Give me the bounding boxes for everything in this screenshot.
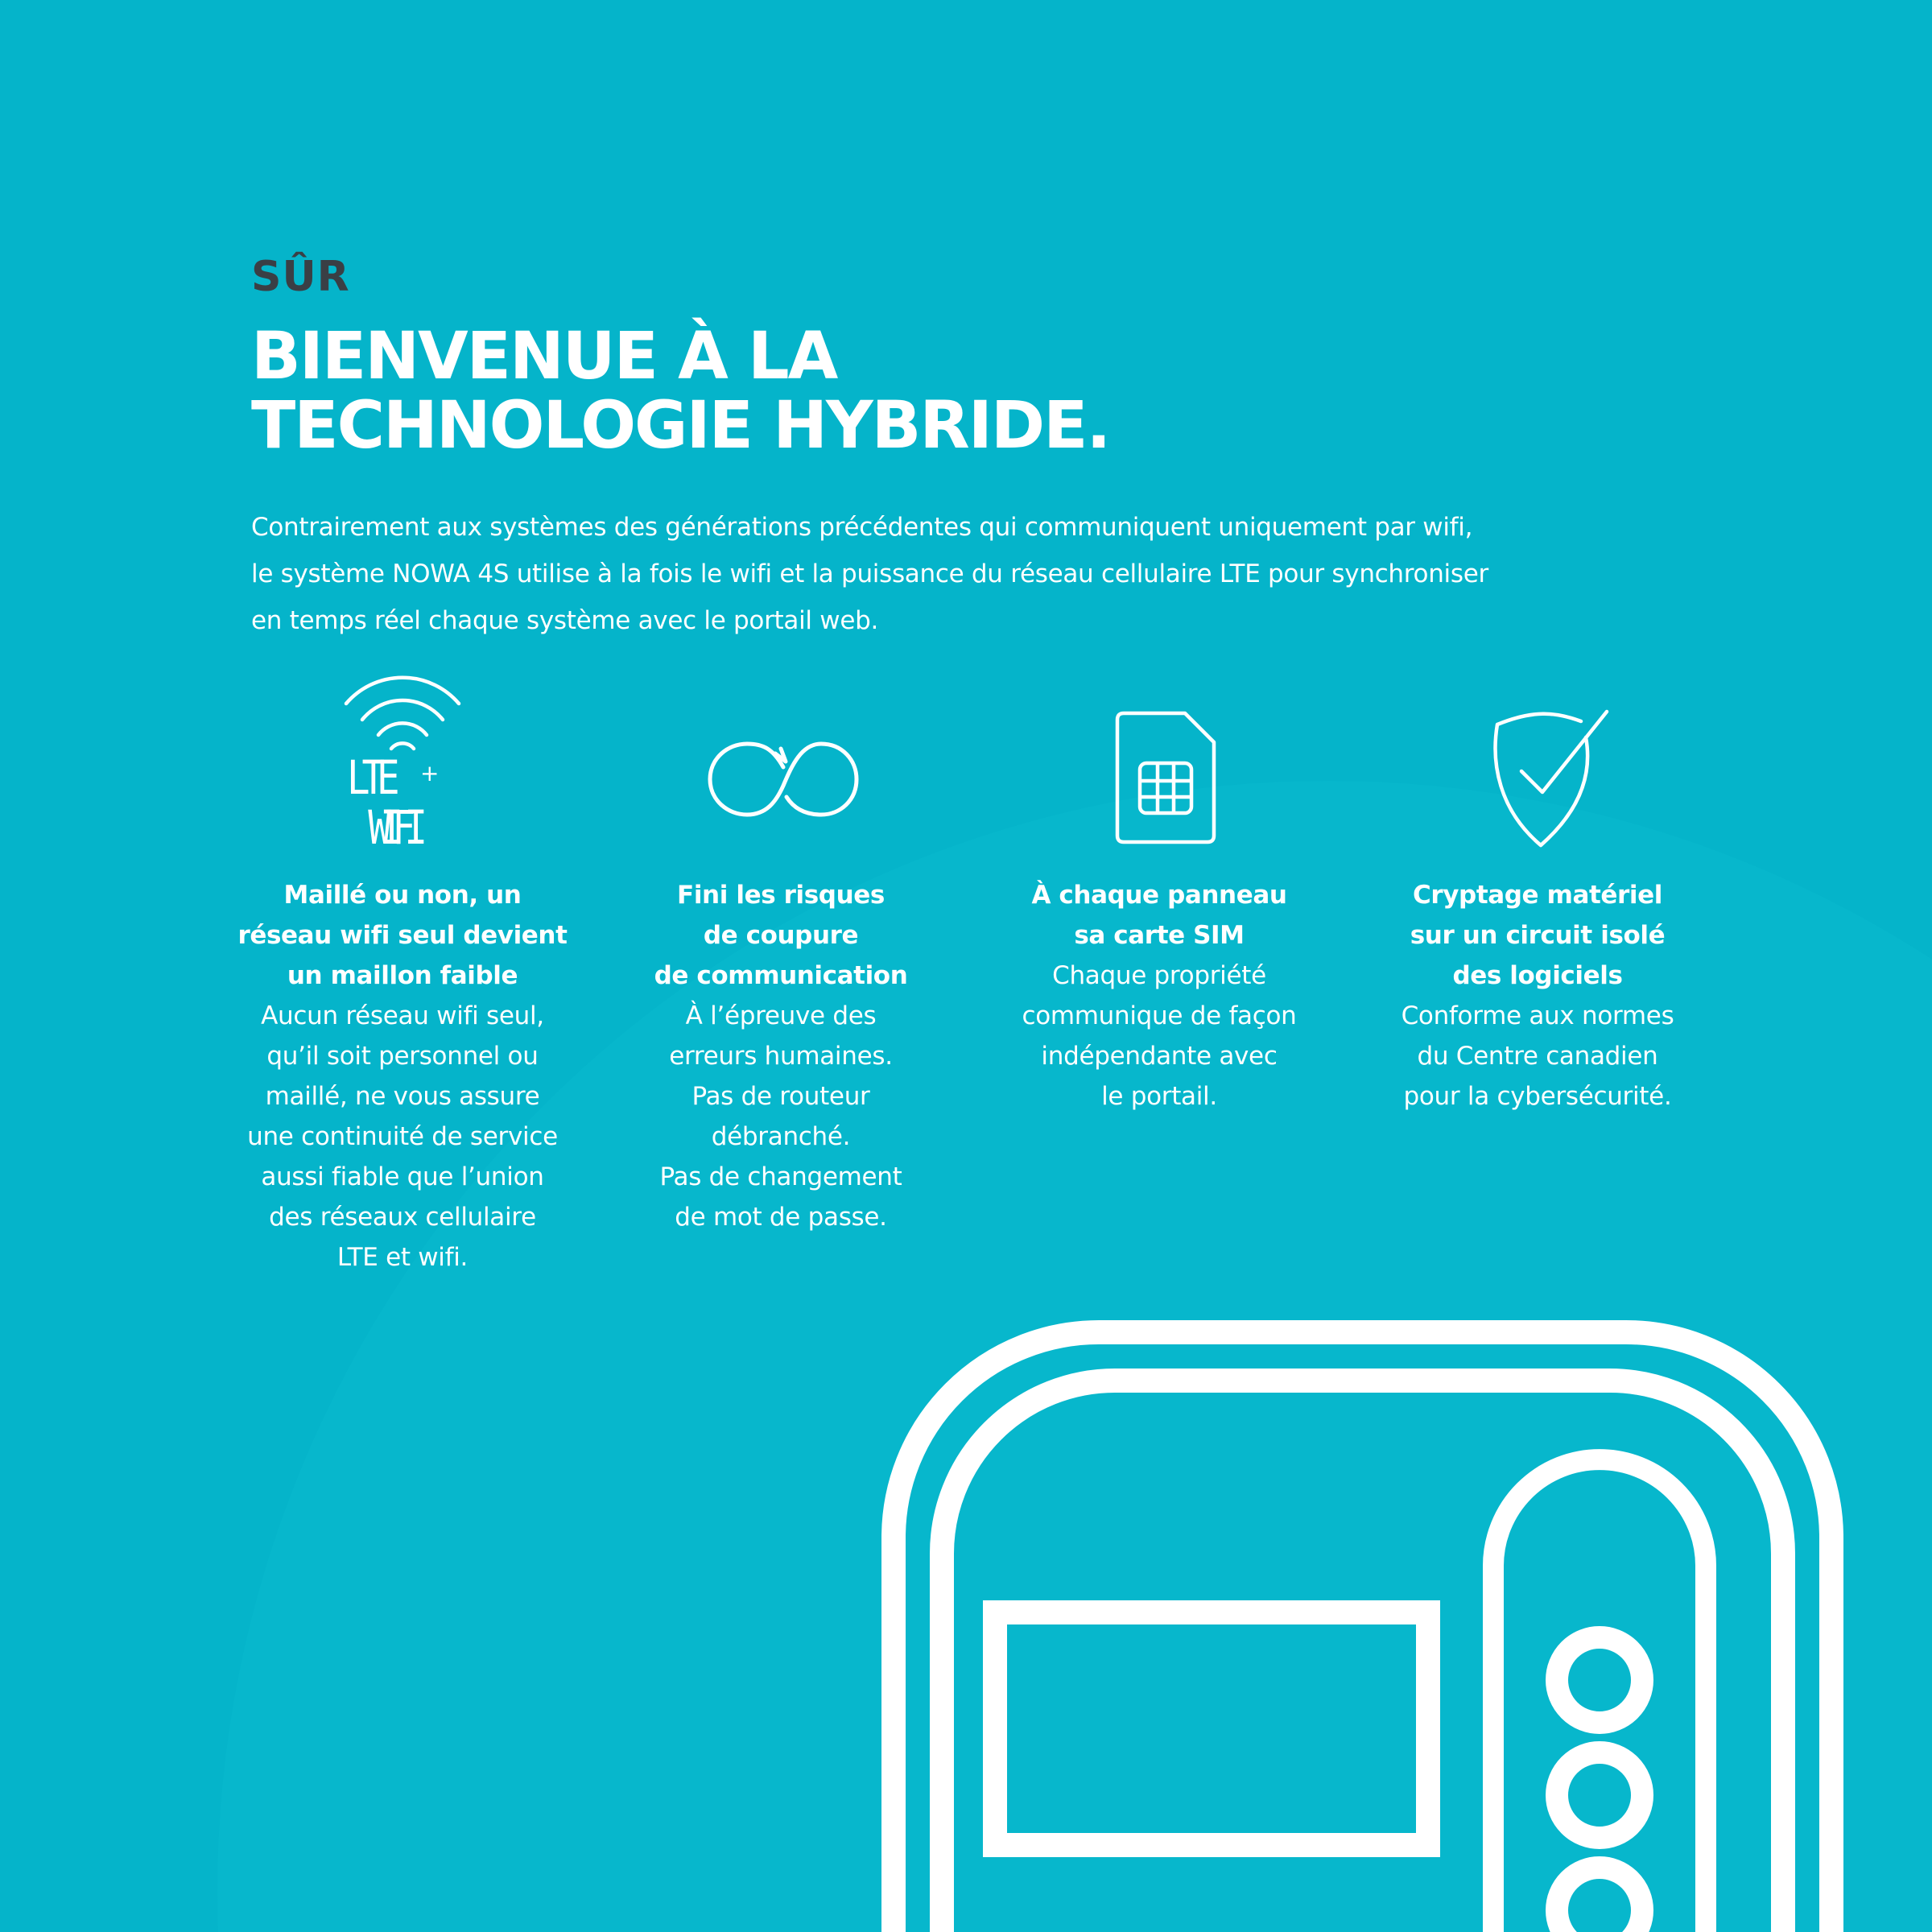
sim-card-icon bbox=[1071, 668, 1248, 853]
feature-body: Aucun réseau wifi seul, qu’il soit personnel ou maillé, ne vous assure une continuité de service aussi fiable que l’union des réseaux cellulaire LTE et wifi. bbox=[247, 1001, 558, 1272]
lte-label: LTE bbox=[347, 750, 400, 806]
feature-body: À l’épreuve des erreurs humaines. Pas de routeur débranché. Pas de changement de mot de passe. bbox=[659, 1001, 902, 1232]
intro-line: en temps réel chaque système avec le portail web. bbox=[251, 606, 879, 635]
intro-line: le système NOWA 4S utilise à la fois le wifi et la puissance du réseau cellulaire LTE pour synchroniser bbox=[251, 559, 1488, 588]
shield-check-icon bbox=[1449, 668, 1626, 853]
feature-heading: Fini les risques de coupure de communication bbox=[654, 881, 908, 990]
feature-body: Chaque propriété communique de façon indépendante avec le portail. bbox=[1022, 961, 1297, 1111]
title-line: BIENVENUE À LA bbox=[251, 319, 837, 394]
wifi-label: WIFI bbox=[368, 800, 428, 853]
feature-sim-card bbox=[990, 668, 1328, 1117]
section-eyebrow: SÛR bbox=[251, 253, 350, 301]
feature-grid bbox=[233, 668, 1763, 1312]
feature-no-disconnect bbox=[612, 668, 950, 1237]
plus-label: + bbox=[420, 760, 440, 786]
lte-wifi-icon bbox=[314, 668, 491, 853]
feature-heading: À chaque panneau sa carte SIM bbox=[1031, 881, 1287, 950]
feature-encryption bbox=[1368, 668, 1707, 1117]
intro-line: Contrairement aux systèmes des générations précédentes qui communiquent uniquement par wifi, bbox=[251, 513, 1473, 542]
title-line: TECHNOLOGIE HYBRIDE. bbox=[251, 388, 1110, 464]
feature-lte-wifi bbox=[233, 668, 572, 1278]
feature-body: Conforme aux normes du Centre canadien pour la cybersécurité. bbox=[1401, 1001, 1674, 1111]
intro-paragraph bbox=[251, 504, 1507, 644]
infinity-loop-icon bbox=[692, 668, 869, 853]
feature-heading: Cryptage matériel sur un circuit isolé des logiciels bbox=[1410, 881, 1666, 990]
page-title bbox=[251, 319, 1110, 464]
feature-heading: Maillé ou non, un réseau wifi seul devient un maillon faible bbox=[237, 881, 568, 990]
